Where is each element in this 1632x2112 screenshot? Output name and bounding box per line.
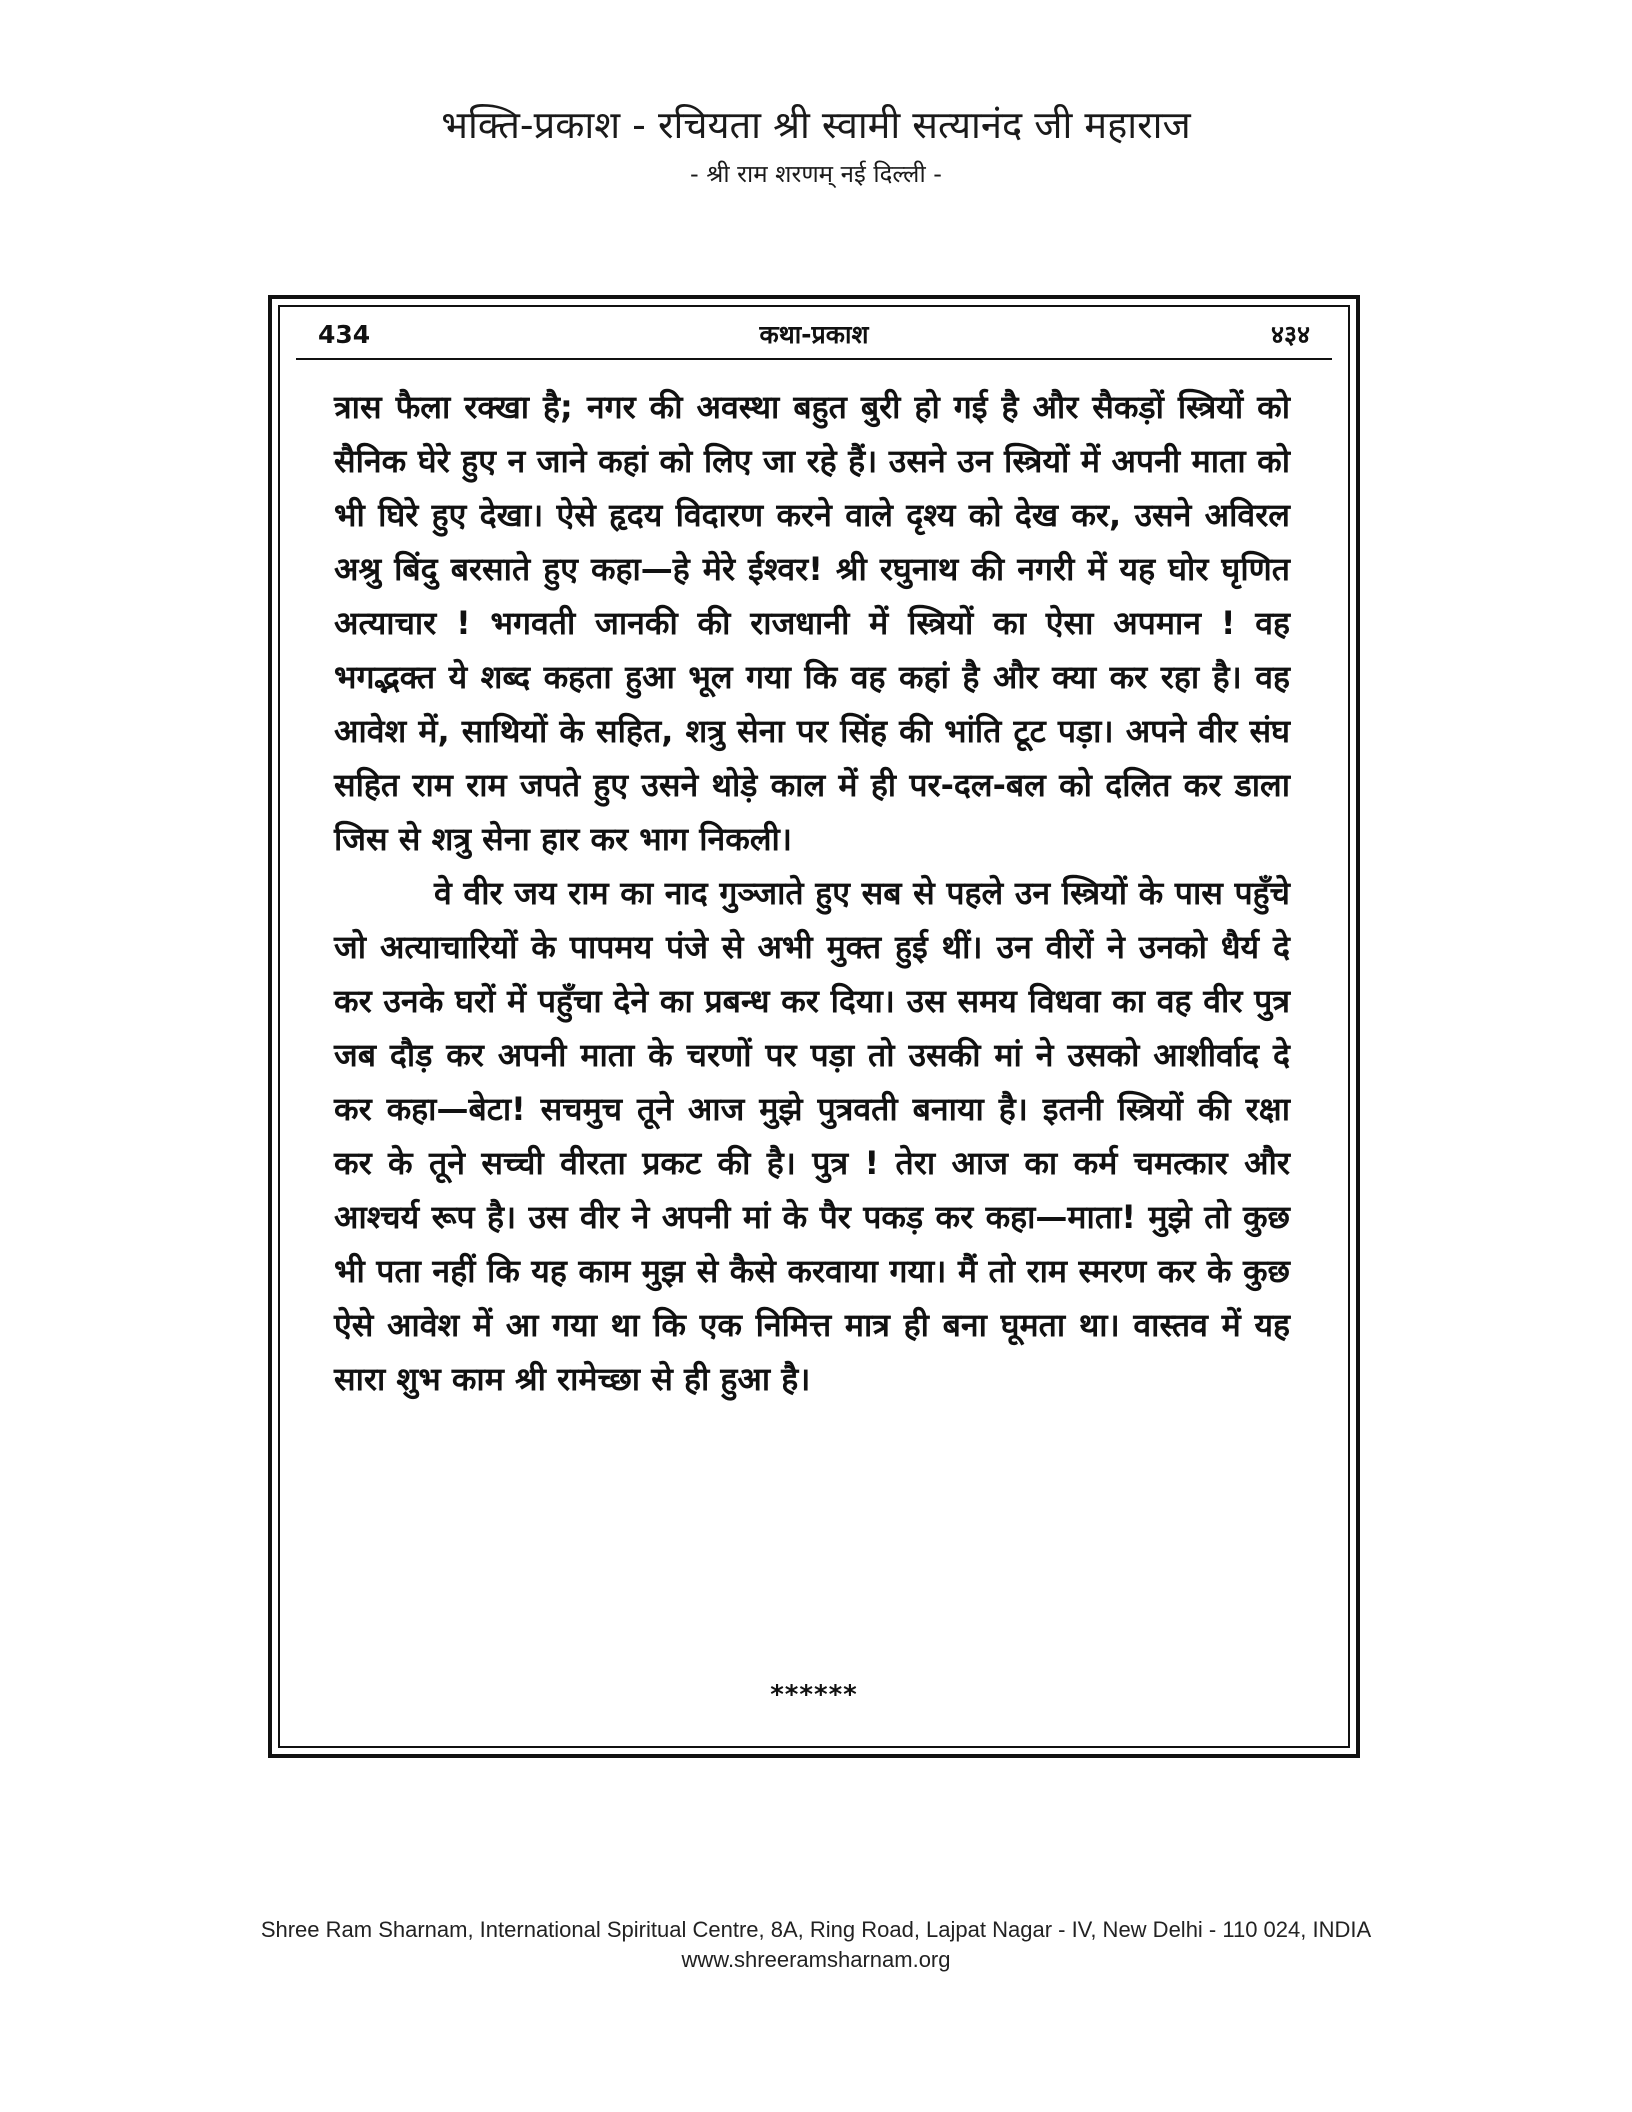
body-text: [334, 380, 1290, 1406]
page-footer: [0, 1915, 1632, 1975]
footer-address: Shree Ram Sharnam, International Spiritual Centre, 8A, Ring Road, Lajpat Nagar - IV, New Delhi - 110 024, INDIA: [260, 1917, 1372, 1942]
footer-website: www.shreeramsharnam.org: [681, 1947, 951, 1972]
book-page-header: [296, 313, 1332, 357]
chapter-title: कथा-प्रकाश: [759, 320, 869, 349]
end-marker: ******: [770, 1680, 858, 1710]
page-number-latin: 434: [318, 320, 371, 349]
page-number-devanagari: ४३४: [1270, 320, 1310, 349]
document-title: भक्ति-प्रकाश - रचियता श्री स्वामी सत्यानंद जी महाराज: [441, 103, 1191, 147]
paragraph-1: त्रास फैला रक्खा है; नगर की अवस्था बहुत बुरी हो गई है और सैकड़ों स्त्रियों को सैनिक घेरे हुए न जाने कहां को लिए जा रहे हैं। उसने उन स्त्रियों में अपनी माता को भी घिरे हुए देखा। ऐसे हृदय विदारण करने वाले दृश्य को देख कर, उसने अविरल अश्रु बिंदु बरसाते हुए कहा—हे मेरे ईश्वर! श्री रघुनाथ की नगरी में यह घोर घृणित अत्याचार ! भगवती जानकी की राजधानी में स्त्रियों का ऐसा अपमान ! वह भगद्भक्त ये शब्द कहता हुआ भूल गया कि वह कहां है और क्या कर रहा है। वह आवेश में, साथियों के सहित, शत्रु सेना पर सिंह की भांति टूट पड़ा। अपने वीर संघ सहित राम राम जपते हुए उसने थोड़े काल में ही पर-दल-बल को दलित कर डाला जिस से शत्रु सेना हार कर भाग निकली।: [334, 388, 1290, 858]
document-subtitle: - श्री राम शरणम् नई दिल्ली -: [690, 160, 942, 188]
paragraph-2: वे वीर जय राम का नाद गुञ्जाते हुए सब से पहले उन स्त्रियों के पास पहुँचे जो अत्याचारियों के पापमय पंजे से अभी मुक्त हुई थीं। उन वीरों ने उनको धैर्य दे कर उनके घरों में पहुँचा देने का प्रबन्ध कर दिया। उस समय विधवा का वह वीर पुत्र जब दौड़ कर अपनी माता के चरणों पर पड़ा तो उसकी मां ने उसको आशीर्वाद दे कर कहा—बेटा! सचमुच तूने आज मुझे पुत्रवती बनाया है। इतनी स्त्रियों की रक्षा कर के तूने सच्ची वीरता प्रकट की है। पुत्र ! तेरा आज का कर्म चमत्कार और आश्चर्य रूप है। उस वीर ने अपनी मां के पैर पकड़ कर कहा—माता! मुझे तो कुछ भी पता नहीं कि यह काम मुझ से कैसे करवाया गया। मैं तो राम स्मरण कर के कुछ ऐसे आवेश में आ गया था कि एक निमित्त मात्र ही बना घूमता था। वास्तव में यह सारा शुभ काम श्री रामेच्छा से ही हुआ है।: [334, 874, 1290, 1398]
header-divider: [296, 358, 1332, 360]
page-header: [0, 100, 1632, 190]
